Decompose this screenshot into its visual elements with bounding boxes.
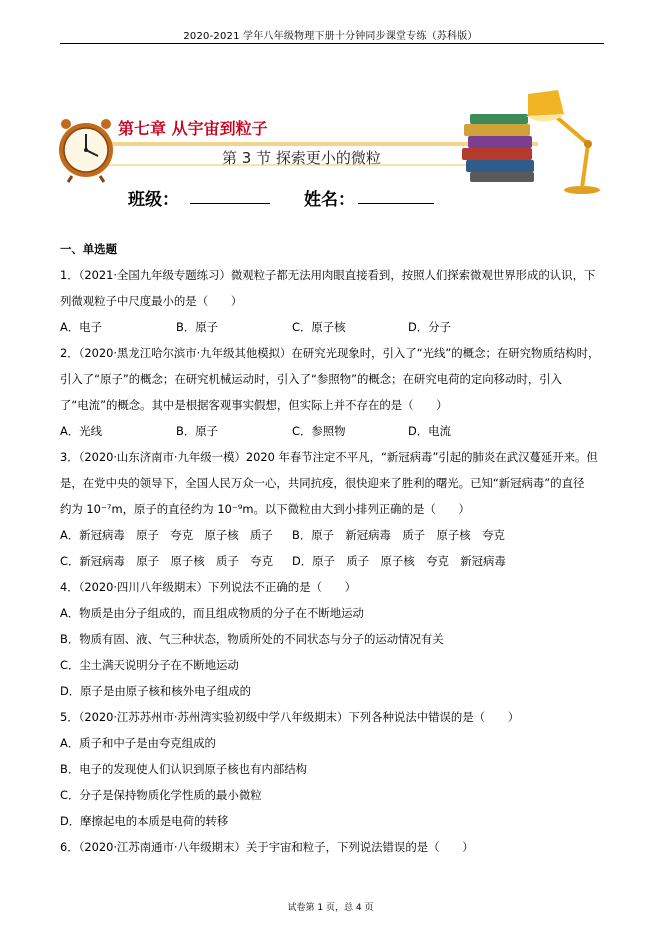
- books-icon: [462, 114, 534, 182]
- class-label: 班级：: [128, 190, 179, 210]
- option-a[interactable]: A．质子和中子是由夸克组成的: [60, 736, 216, 750]
- option-c[interactable]: C．新冠病毒 原子 原子核 质子 夸克: [60, 554, 273, 568]
- option-b[interactable]: B．原子 新冠病毒 质子 原子核 夸克: [292, 528, 505, 542]
- question-line: 6．（2020·江苏南通市·八年级期末）关于宇宙和粒子，下列说法错误的是（ ）: [60, 840, 474, 854]
- banner-illustration: [58, 86, 618, 198]
- page-header: 2020-2021 学年八年级物理下册十分钟同步课堂专练（苏科版）: [183, 31, 478, 42]
- option-d[interactable]: D．原子是由原子核和核外电子组成的: [60, 684, 252, 698]
- question-line: 是，在党中央的领导下，全国人民万众一心，共同抗疫，很快迎来了胜利的曙光。已知“新冠病毒”的直径: [60, 476, 585, 490]
- option-row: [60, 418, 606, 444]
- name-blank[interactable]: [358, 203, 434, 204]
- question-line: 2．（2020·黑龙江哈尔滨市·九年级其他模拟）在研究光现象时，引入了“光线”的概念；在研究物质结构时，: [60, 346, 600, 360]
- class-blank[interactable]: [190, 203, 270, 204]
- question-line: 了“电流”的概念。其中是根据客观事实假想，但实际上并不存在的是（ ）: [60, 398, 448, 412]
- page-footer: 试卷第 1 页，总 4 页: [287, 903, 374, 913]
- question-line: 引入了“原子”的概念；在研究机械运动时，引入了“参照物”的概念；在研究电荷的定向移动时，引入: [60, 372, 563, 386]
- option-row: [60, 548, 606, 574]
- section-heading: 一、单选题: [60, 242, 117, 256]
- chapter-title: 第七章 从宇宙到粒子: [118, 119, 268, 138]
- option-c[interactable]: C．分子是保持物质化学性质的最小微粒: [60, 788, 262, 802]
- option-b[interactable]: B．原子: [176, 424, 218, 438]
- option-row: [60, 522, 606, 548]
- name-label: 姓名：: [304, 190, 355, 210]
- option-d[interactable]: D．原子 质子 原子核 夸克 新冠病毒: [292, 554, 506, 568]
- question-line: 1．（2021·全国九年级专题练习）微观粒子都无法用肉眼直接看到，按照人们探索微观世界形成的认识，下: [60, 268, 596, 282]
- section-title: 第 3 节 探索更小的微粒: [222, 149, 381, 167]
- option-d[interactable]: D．分子: [408, 320, 451, 334]
- question-line: 4．（2020·四川八年级期末）下列说法不正确的是（ ）: [60, 580, 357, 594]
- question-line: 5．（2020·江苏苏州市·苏州湾实验初级中学八年级期末）下列各种说法中错误的是（ ）: [60, 710, 520, 724]
- question-line: 列微观粒子中尺度最小的是（ ）: [60, 294, 243, 308]
- option-a[interactable]: A．物质是由分子组成的，而且组成物质的分子在不断地运动: [60, 606, 364, 620]
- header-rule: [60, 43, 604, 44]
- option-d[interactable]: D．摩擦起电的本质是电荷的转移: [60, 814, 229, 828]
- option-c[interactable]: C．参照物: [292, 424, 346, 438]
- option-b[interactable]: B．原子: [176, 320, 218, 334]
- option-row: [60, 314, 606, 340]
- option-b[interactable]: B．电子的发现使人们认识到原子核也有内部结构: [60, 762, 308, 776]
- clock-icon: [59, 119, 113, 182]
- option-d[interactable]: D．电流: [408, 424, 451, 438]
- question-line: 3．（2020·山东济南市·九年级一模）2020 年春节注定不平凡，“新冠病毒”引起的肺炎在武汉蔓延开来。但: [60, 450, 598, 464]
- question-line: 约为 10⁻⁷m，原子的直径约为 10⁻⁹m。以下微粒由大到小排列正确的是（ ）: [60, 502, 470, 516]
- option-a[interactable]: A．新冠病毒 原子 夸克 原子核 质子: [60, 528, 273, 542]
- title-banner: [58, 86, 618, 210]
- option-b[interactable]: B．物质有固、液、气三种状态，物质所处的不同状态与分子的运动情况有关: [60, 632, 444, 646]
- option-a[interactable]: A．电子: [60, 320, 102, 334]
- option-c[interactable]: C．尘土满天说明分子在不断地运动: [60, 658, 239, 672]
- question-list: [60, 236, 606, 860]
- option-c[interactable]: C．原子核: [292, 320, 346, 334]
- option-a[interactable]: A．光线: [60, 424, 102, 438]
